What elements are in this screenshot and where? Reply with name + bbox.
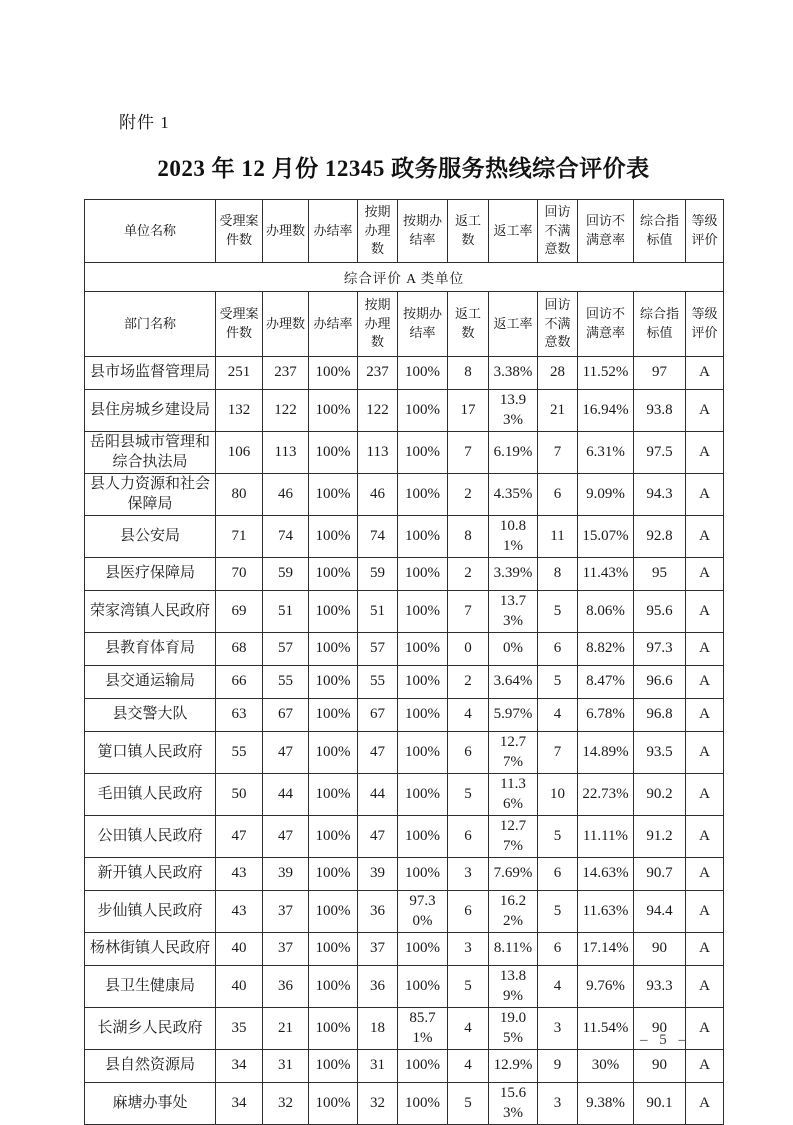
value-cell: A xyxy=(686,633,724,666)
value-cell: 34 xyxy=(216,1083,263,1125)
value-cell: 11.54% xyxy=(578,1008,634,1050)
header-cell: 受理案件数 xyxy=(216,292,263,357)
value-cell: A xyxy=(686,474,724,516)
value-cell: 6.19% xyxy=(489,432,538,474)
department-name-cell: 县住房城乡建设局 xyxy=(85,390,216,432)
value-cell: 100% xyxy=(398,966,448,1008)
value-cell: 47 xyxy=(358,816,398,858)
value-cell: 237 xyxy=(263,357,309,390)
value-cell: A xyxy=(686,1050,724,1083)
value-cell: 100% xyxy=(398,774,448,816)
value-cell: A xyxy=(686,432,724,474)
header-cell: 回访不满意数 xyxy=(538,292,578,357)
page-number: – 5 – xyxy=(640,1032,690,1048)
value-cell: 11.43% xyxy=(578,558,634,591)
value-cell: 100% xyxy=(398,1050,448,1083)
value-cell: 59 xyxy=(263,558,309,591)
value-cell: 96.6 xyxy=(634,666,686,699)
header-cell: 按期办理数 xyxy=(358,292,398,357)
department-name-cell: 县市场监督管理局 xyxy=(85,357,216,390)
table-row xyxy=(85,1008,724,1050)
value-cell: 106 xyxy=(216,432,263,474)
table-row xyxy=(85,858,724,891)
value-cell: 37 xyxy=(263,933,309,966)
table-row xyxy=(85,558,724,591)
value-cell: 100% xyxy=(398,591,448,633)
value-cell: 43 xyxy=(216,858,263,891)
department-name-cell: 县医疗保障局 xyxy=(85,558,216,591)
value-cell: 3.39% xyxy=(489,558,538,591)
value-cell: 36 xyxy=(358,891,398,933)
value-cell: 237 xyxy=(358,357,398,390)
value-cell: A xyxy=(686,774,724,816)
value-cell: 5.97% xyxy=(489,699,538,732)
value-cell: 122 xyxy=(358,390,398,432)
table-row xyxy=(85,474,724,516)
value-cell: 44 xyxy=(263,774,309,816)
value-cell: 100% xyxy=(309,1008,358,1050)
value-cell: A xyxy=(686,591,724,633)
value-cell: 59 xyxy=(358,558,398,591)
value-cell: 100% xyxy=(309,858,358,891)
value-cell: 18 xyxy=(358,1008,398,1050)
department-name-cell: 毛田镇人民政府 xyxy=(85,774,216,816)
value-cell: 0% xyxy=(489,633,538,666)
value-cell: 100% xyxy=(309,891,358,933)
value-cell: 21 xyxy=(263,1008,309,1050)
value-cell: 13.73% xyxy=(489,591,538,633)
table-header-row-2 xyxy=(85,292,724,357)
value-cell: 8.47% xyxy=(578,666,634,699)
value-cell: 47 xyxy=(358,732,398,774)
value-cell: 51 xyxy=(358,591,398,633)
department-name-cell: 新开镇人民政府 xyxy=(85,858,216,891)
value-cell: 100% xyxy=(309,1050,358,1083)
value-cell: 55 xyxy=(358,666,398,699)
value-cell: 57 xyxy=(358,633,398,666)
value-cell: 90.2 xyxy=(634,774,686,816)
value-cell: 9.76% xyxy=(578,966,634,1008)
value-cell: 100% xyxy=(309,357,358,390)
header-cell: 回访不满意数 xyxy=(538,200,578,263)
value-cell: 6 xyxy=(538,633,578,666)
value-cell: 21 xyxy=(538,390,578,432)
header-cell: 等级评价 xyxy=(686,200,724,263)
value-cell: 9.09% xyxy=(578,474,634,516)
value-cell: 8 xyxy=(448,516,489,558)
header-cell: 综合指标值 xyxy=(634,292,686,357)
value-cell: 10.81% xyxy=(489,516,538,558)
header-cell: 按期办结率 xyxy=(398,292,448,357)
value-cell: 97.5 xyxy=(634,432,686,474)
value-cell: 122 xyxy=(263,390,309,432)
value-cell: 5 xyxy=(448,774,489,816)
value-cell: 16.94% xyxy=(578,390,634,432)
value-cell: 69 xyxy=(216,591,263,633)
value-cell: 85.71% xyxy=(398,1008,448,1050)
value-cell: 22.73% xyxy=(578,774,634,816)
value-cell: 90 xyxy=(634,1008,686,1050)
value-cell: 46 xyxy=(358,474,398,516)
department-name-cell: 县交警大队 xyxy=(85,699,216,732)
header-cell: 部门名称 xyxy=(85,292,216,357)
value-cell: 92.8 xyxy=(634,516,686,558)
table-row xyxy=(85,516,724,558)
value-cell: 51 xyxy=(263,591,309,633)
value-cell: 91.2 xyxy=(634,816,686,858)
value-cell: 32 xyxy=(263,1083,309,1125)
value-cell: 14.63% xyxy=(578,858,634,891)
value-cell: A xyxy=(686,666,724,699)
header-cell: 受理案件数 xyxy=(216,200,263,263)
value-cell: 13.89% xyxy=(489,966,538,1008)
table-row xyxy=(85,699,724,732)
value-cell: 96.8 xyxy=(634,699,686,732)
value-cell: 4 xyxy=(448,1050,489,1083)
value-cell: 100% xyxy=(309,666,358,699)
table-row xyxy=(85,891,724,933)
value-cell: A xyxy=(686,732,724,774)
department-name-cell: 县人力资源和社会保障局 xyxy=(85,474,216,516)
value-cell: 5 xyxy=(538,666,578,699)
value-cell: 6 xyxy=(538,858,578,891)
value-cell: 113 xyxy=(358,432,398,474)
table-row xyxy=(85,933,724,966)
department-name-cell: 荣家湾镇人民政府 xyxy=(85,591,216,633)
value-cell: 100% xyxy=(309,732,358,774)
value-cell: 37 xyxy=(358,933,398,966)
header-cell: 单位名称 xyxy=(85,200,216,263)
value-cell: 7.69% xyxy=(489,858,538,891)
department-name-cell: 麻塘办事处 xyxy=(85,1083,216,1125)
value-cell: 9 xyxy=(538,1050,578,1083)
department-name-cell: 县交通运输局 xyxy=(85,666,216,699)
value-cell: 47 xyxy=(263,816,309,858)
table-row xyxy=(85,432,724,474)
value-cell: 100% xyxy=(398,732,448,774)
value-cell: 100% xyxy=(398,357,448,390)
department-name-cell: 县教育体育局 xyxy=(85,633,216,666)
value-cell: 4 xyxy=(538,966,578,1008)
value-cell: 8 xyxy=(538,558,578,591)
value-cell: 6 xyxy=(538,474,578,516)
value-cell: 36 xyxy=(263,966,309,1008)
value-cell: 11 xyxy=(538,516,578,558)
value-cell: 68 xyxy=(216,633,263,666)
value-cell: 3 xyxy=(448,933,489,966)
department-name-cell: 杨林街镇人民政府 xyxy=(85,933,216,966)
value-cell: 6 xyxy=(448,891,489,933)
value-cell: 97.30% xyxy=(398,891,448,933)
value-cell: 100% xyxy=(309,774,358,816)
value-cell: 100% xyxy=(309,966,358,1008)
value-cell: 35 xyxy=(216,1008,263,1050)
value-cell: A xyxy=(686,357,724,390)
value-cell: 80 xyxy=(216,474,263,516)
value-cell: 11.11% xyxy=(578,816,634,858)
value-cell: 100% xyxy=(398,516,448,558)
value-cell: 63 xyxy=(216,699,263,732)
value-cell: 100% xyxy=(309,699,358,732)
value-cell: 8.82% xyxy=(578,633,634,666)
value-cell: 100% xyxy=(309,432,358,474)
department-name-cell: 筻口镇人民政府 xyxy=(85,732,216,774)
value-cell: 100% xyxy=(398,474,448,516)
value-cell: 100% xyxy=(398,699,448,732)
value-cell: 39 xyxy=(358,858,398,891)
value-cell: 3.38% xyxy=(489,357,538,390)
value-cell: 100% xyxy=(398,1083,448,1125)
value-cell: A xyxy=(686,933,724,966)
value-cell: A xyxy=(686,1008,724,1050)
value-cell: 30% xyxy=(578,1050,634,1083)
value-cell: 44 xyxy=(358,774,398,816)
value-cell: 11.36% xyxy=(489,774,538,816)
value-cell: 6 xyxy=(448,732,489,774)
value-cell: 67 xyxy=(263,699,309,732)
value-cell: 2 xyxy=(448,666,489,699)
value-cell: 13.93% xyxy=(489,390,538,432)
value-cell: 71 xyxy=(216,516,263,558)
value-cell: 39 xyxy=(263,858,309,891)
value-cell: 93.5 xyxy=(634,732,686,774)
value-cell: 19.05% xyxy=(489,1008,538,1050)
value-cell: 40 xyxy=(216,933,263,966)
table-row xyxy=(85,390,724,432)
department-name-cell: 岳阳县城市管理和综合执法局 xyxy=(85,432,216,474)
value-cell: 100% xyxy=(309,558,358,591)
value-cell: 90 xyxy=(634,933,686,966)
table-row xyxy=(85,774,724,816)
value-cell: 4 xyxy=(448,699,489,732)
value-cell: A xyxy=(686,816,724,858)
value-cell: 5 xyxy=(538,891,578,933)
value-cell: 7 xyxy=(448,432,489,474)
value-cell: 12.9% xyxy=(489,1050,538,1083)
value-cell: 100% xyxy=(309,591,358,633)
value-cell: 55 xyxy=(216,732,263,774)
department-name-cell: 长湖乡人民政府 xyxy=(85,1008,216,1050)
value-cell: 46 xyxy=(263,474,309,516)
attachment-label: 附件 1 xyxy=(119,113,170,132)
value-cell: 100% xyxy=(309,1083,358,1125)
header-cell: 返工数 xyxy=(448,200,489,263)
value-cell: 12.77% xyxy=(489,816,538,858)
value-cell: 7 xyxy=(448,591,489,633)
table-row xyxy=(85,1083,724,1125)
header-cell: 办结率 xyxy=(309,292,358,357)
value-cell: 3 xyxy=(538,1083,578,1125)
value-cell: 7 xyxy=(538,432,578,474)
value-cell: 8.11% xyxy=(489,933,538,966)
value-cell: 31 xyxy=(263,1050,309,1083)
value-cell: 6.31% xyxy=(578,432,634,474)
value-cell: 15.07% xyxy=(578,516,634,558)
value-cell: 90.1 xyxy=(634,1083,686,1125)
value-cell: 90.7 xyxy=(634,858,686,891)
table-row xyxy=(85,633,724,666)
value-cell: 93.8 xyxy=(634,390,686,432)
value-cell: 100% xyxy=(398,858,448,891)
department-name-cell: 步仙镇人民政府 xyxy=(85,891,216,933)
value-cell: 100% xyxy=(309,816,358,858)
section-label: 综合评价 A 类单位 xyxy=(85,263,724,292)
value-cell: 100% xyxy=(398,816,448,858)
value-cell: 4 xyxy=(448,1008,489,1050)
value-cell: 16.22% xyxy=(489,891,538,933)
value-cell: 10 xyxy=(538,774,578,816)
value-cell: A xyxy=(686,390,724,432)
table-row xyxy=(85,732,724,774)
value-cell: 3.64% xyxy=(489,666,538,699)
header-cell: 等级评价 xyxy=(686,292,724,357)
value-cell: 28 xyxy=(538,357,578,390)
value-cell: 97 xyxy=(634,357,686,390)
value-cell: 6 xyxy=(448,816,489,858)
value-cell: A xyxy=(686,858,724,891)
value-cell: 11.52% xyxy=(578,357,634,390)
value-cell: 32 xyxy=(358,1083,398,1125)
value-cell: 17.14% xyxy=(578,933,634,966)
value-cell: 113 xyxy=(263,432,309,474)
value-cell: 34 xyxy=(216,1050,263,1083)
value-cell: 5 xyxy=(538,591,578,633)
value-cell: 90 xyxy=(634,1050,686,1083)
value-cell: 47 xyxy=(216,816,263,858)
value-cell: 67 xyxy=(358,699,398,732)
value-cell: 94.4 xyxy=(634,891,686,933)
value-cell: 100% xyxy=(398,558,448,591)
value-cell: 97.3 xyxy=(634,633,686,666)
value-cell: 100% xyxy=(398,633,448,666)
value-cell: A xyxy=(686,516,724,558)
value-cell: 74 xyxy=(263,516,309,558)
section-row xyxy=(85,263,724,292)
header-cell: 办理数 xyxy=(263,292,309,357)
value-cell: 100% xyxy=(398,390,448,432)
value-cell: 37 xyxy=(263,891,309,933)
header-cell: 按期办理数 xyxy=(358,200,398,263)
table-header-row-1 xyxy=(85,200,724,263)
department-name-cell: 公田镇人民政府 xyxy=(85,816,216,858)
department-name-cell: 县卫生健康局 xyxy=(85,966,216,1008)
page-title: 2023 年 12 月份 12345 政务服务热线综合评价表 xyxy=(157,156,650,181)
value-cell: 132 xyxy=(216,390,263,432)
value-cell: 100% xyxy=(309,633,358,666)
table-row xyxy=(85,666,724,699)
table-row xyxy=(85,357,724,390)
value-cell: 8 xyxy=(448,357,489,390)
value-cell: 55 xyxy=(263,666,309,699)
value-cell: 66 xyxy=(216,666,263,699)
value-cell: 12.77% xyxy=(489,732,538,774)
value-cell: 11.63% xyxy=(578,891,634,933)
value-cell: 40 xyxy=(216,966,263,1008)
department-name-cell: 县公安局 xyxy=(85,516,216,558)
value-cell: 74 xyxy=(358,516,398,558)
value-cell: 100% xyxy=(398,666,448,699)
value-cell: A xyxy=(686,699,724,732)
header-cell: 回访不满意率 xyxy=(578,292,634,357)
table-row xyxy=(85,966,724,1008)
department-name-cell: 县自然资源局 xyxy=(85,1050,216,1083)
value-cell: 6 xyxy=(538,933,578,966)
value-cell: 5 xyxy=(448,966,489,1008)
value-cell: 100% xyxy=(398,432,448,474)
value-cell: A xyxy=(686,891,724,933)
header-cell: 返工率 xyxy=(489,292,538,357)
value-cell: 6.78% xyxy=(578,699,634,732)
table-row xyxy=(85,816,724,858)
header-cell: 回访不满意率 xyxy=(578,200,634,263)
value-cell: 2 xyxy=(448,558,489,591)
value-cell: 17 xyxy=(448,390,489,432)
table-row xyxy=(85,1050,724,1083)
header-cell: 按期办结率 xyxy=(398,200,448,263)
evaluation-table xyxy=(84,199,724,1125)
table-row xyxy=(85,591,724,633)
value-cell: 100% xyxy=(309,933,358,966)
value-cell: 95 xyxy=(634,558,686,591)
value-cell: 50 xyxy=(216,774,263,816)
value-cell: 4.35% xyxy=(489,474,538,516)
value-cell: 3 xyxy=(538,1008,578,1050)
value-cell: A xyxy=(686,966,724,1008)
value-cell: 100% xyxy=(309,390,358,432)
value-cell: 14.89% xyxy=(578,732,634,774)
value-cell: 43 xyxy=(216,891,263,933)
value-cell: 8.06% xyxy=(578,591,634,633)
value-cell: 5 xyxy=(538,816,578,858)
header-cell: 返工数 xyxy=(448,292,489,357)
value-cell: A xyxy=(686,1083,724,1125)
header-cell: 办理数 xyxy=(263,200,309,263)
header-cell: 综合指标值 xyxy=(634,200,686,263)
value-cell: 2 xyxy=(448,474,489,516)
value-cell: 0 xyxy=(448,633,489,666)
value-cell: 4 xyxy=(538,699,578,732)
value-cell: 31 xyxy=(358,1050,398,1083)
value-cell: 7 xyxy=(538,732,578,774)
value-cell: 100% xyxy=(309,474,358,516)
value-cell: A xyxy=(686,558,724,591)
table-body xyxy=(85,357,724,1125)
value-cell: 93.3 xyxy=(634,966,686,1008)
value-cell: 36 xyxy=(358,966,398,1008)
header-cell: 返工率 xyxy=(489,200,538,263)
value-cell: 100% xyxy=(398,933,448,966)
value-cell: 95.6 xyxy=(634,591,686,633)
header-cell: 办结率 xyxy=(309,200,358,263)
value-cell: 100% xyxy=(309,516,358,558)
value-cell: 251 xyxy=(216,357,263,390)
value-cell: 94.3 xyxy=(634,474,686,516)
value-cell: 9.38% xyxy=(578,1083,634,1125)
value-cell: 70 xyxy=(216,558,263,591)
value-cell: 3 xyxy=(448,858,489,891)
value-cell: 57 xyxy=(263,633,309,666)
value-cell: 5 xyxy=(448,1083,489,1125)
value-cell: 15.63% xyxy=(489,1083,538,1125)
value-cell: 47 xyxy=(263,732,309,774)
